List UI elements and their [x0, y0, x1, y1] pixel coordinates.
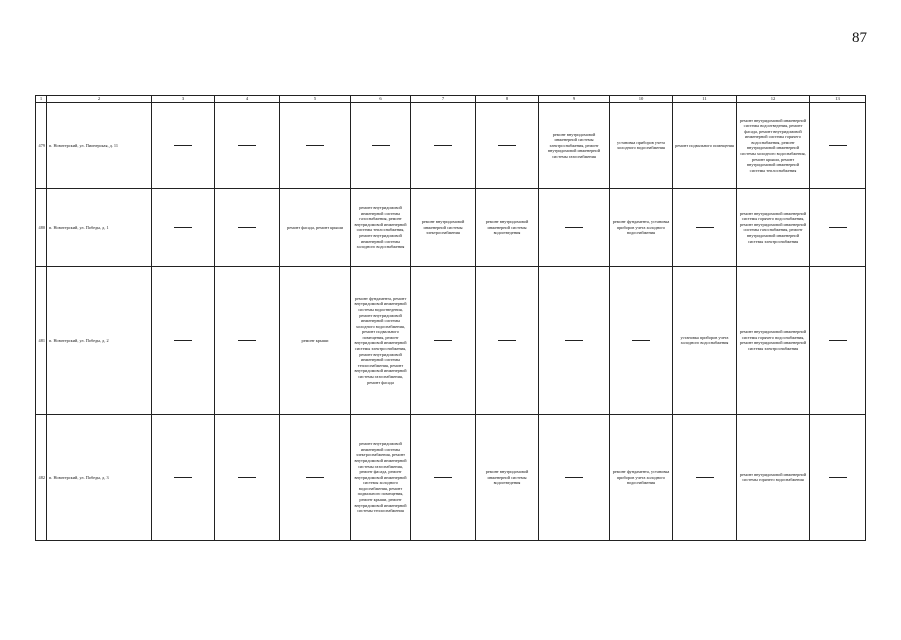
work-cell	[152, 266, 215, 414]
dash-mark	[696, 477, 714, 478]
work-cell	[539, 414, 610, 540]
dash-mark	[696, 227, 714, 228]
work-cell: ремонт внутридомовой инженерной системы водоотведения	[476, 414, 539, 540]
work-cell	[610, 266, 673, 414]
address-cell: п. Новотерский, ул. Победы, д. 3	[47, 414, 152, 540]
work-cell: установка приборов учета холодного водоснабжения	[610, 102, 673, 188]
work-cell: ремонт внутридомовой инженерной системы горячего водоснабжения	[737, 414, 810, 540]
work-cell	[673, 188, 737, 266]
dash-mark	[632, 340, 650, 341]
column-header-12: 12	[737, 96, 810, 103]
table-row	[36, 266, 866, 414]
column-header-4: 4	[215, 96, 280, 103]
column-header-1: 1	[36, 96, 47, 103]
work-cell: ремонт внутридомовой инженерной системы горячего водоснабжения, ремонт внутридомовой инженерной системы газоснабжения, ремонт внутридомовой инженерной системы электроснабжения	[737, 188, 810, 266]
column-header-6: 6	[351, 96, 411, 103]
work-cell	[411, 414, 476, 540]
work-cell	[215, 188, 280, 266]
row-number: 481	[36, 266, 47, 414]
table-row	[36, 414, 866, 540]
work-cell	[539, 266, 610, 414]
dash-mark	[174, 227, 192, 228]
work-cell: установка приборов учета холодного водоснабжения	[673, 266, 737, 414]
column-header-5: 5	[280, 96, 351, 103]
work-cell	[280, 414, 351, 540]
work-cell	[810, 266, 866, 414]
work-cell: ремонт фасада, ремонт крыши	[280, 188, 351, 266]
work-cell	[351, 102, 411, 188]
dash-mark	[565, 340, 583, 341]
work-cell	[280, 102, 351, 188]
dash-mark	[238, 477, 256, 478]
work-cell: ремонт внутридомовой инженерной системы электроснабжения, ремонт внутридомовой инженерной системы газоснабжения, ремонт фасада, ремонт внутридомовой инженерной системы холодного водоснабжения, ремонт подвального помещения, ремонт крыши, ремонт внутридомовой инженерной системы теплоснабжения	[351, 414, 411, 540]
work-cell: ремонт внутридомовой инженерной системы горячего водоснабжения, ремонт внутридомовой инженерной системы электроснабжения	[737, 266, 810, 414]
page-number: 87	[852, 30, 867, 46]
column-header-8: 8	[476, 96, 539, 103]
work-cell	[152, 188, 215, 266]
work-cell: ремонт внутридомовой инженерной системы водоотведения	[476, 188, 539, 266]
work-cell	[411, 102, 476, 188]
dash-mark	[565, 227, 583, 228]
work-cell: ремонт фундамента, установка приборов учета холодного водоснабжения	[610, 414, 673, 540]
address-cell: п. Новотерский, ул. Победы, д. 2	[47, 266, 152, 414]
row-number: 479	[36, 102, 47, 188]
column-header-13: 13	[810, 96, 866, 103]
work-cell: ремонт фундамента, установка приборов учета холодного водоснабжения	[610, 188, 673, 266]
dash-mark	[434, 145, 452, 146]
dash-mark	[829, 145, 847, 146]
dash-mark	[238, 340, 256, 341]
work-cell	[215, 266, 280, 414]
header-row	[36, 96, 866, 103]
row-number: 480	[36, 188, 47, 266]
address-cell: п. Новотерский, ул. Победы, д. 1	[47, 188, 152, 266]
work-cell	[215, 414, 280, 540]
table-row	[36, 102, 866, 188]
dash-mark	[565, 477, 583, 478]
row-number: 482	[36, 414, 47, 540]
address-cell: п. Новотерский, ул. Пионерская, д. 11	[47, 102, 152, 188]
work-cell	[673, 414, 737, 540]
column-header-2: 2	[47, 96, 152, 103]
work-cell: ремонт внутридомовой инженерной системы водоотведения, ремонт фасада, ремонт внутридомовой инженерной системы горячего водоснабжения, ремонт внутридомовой инженерной системы холодного водоснабжения, ремонт крыши, ремонт внутридомовой инженерной системы теплоснабжения	[737, 102, 810, 188]
dash-mark	[434, 340, 452, 341]
work-cell	[476, 102, 539, 188]
dash-mark	[498, 145, 516, 146]
dash-mark	[434, 477, 452, 478]
work-cell	[411, 266, 476, 414]
repair-table	[35, 95, 866, 541]
dash-mark	[498, 340, 516, 341]
dash-mark	[829, 477, 847, 478]
dash-mark	[174, 145, 192, 146]
dash-mark	[829, 227, 847, 228]
dash-mark	[238, 145, 256, 146]
column-header-11: 11	[673, 96, 737, 103]
work-cell	[810, 102, 866, 188]
column-header-9: 9	[539, 96, 610, 103]
work-cell	[810, 188, 866, 266]
work-cell: ремонт крыши	[280, 266, 351, 414]
work-cell: ремонт внутридомовой инженерной системы электроснабжения	[411, 188, 476, 266]
work-cell: ремонт внутридомовой инженерной системы электроснабжения, ремонт внутридомовой инженерной системы газоснабжения	[539, 102, 610, 188]
work-cell	[215, 102, 280, 188]
work-cell: ремонт внутридомовой инженерной системы газоснабжения, ремонт внутридомовой инженерной системы теплоснабжения, ремонт внутридомовой инженерной системы холодного водоснабжения	[351, 188, 411, 266]
work-cell	[810, 414, 866, 540]
column-header-7: 7	[411, 96, 476, 103]
dash-mark	[306, 145, 324, 146]
dash-mark	[829, 340, 847, 341]
work-cell	[152, 102, 215, 188]
table-body	[36, 96, 866, 541]
dash-mark	[372, 145, 390, 146]
work-cell: ремонт подвального помещения	[673, 102, 737, 188]
work-cell	[476, 266, 539, 414]
dash-mark	[238, 227, 256, 228]
dash-mark	[306, 477, 324, 478]
column-header-10: 10	[610, 96, 673, 103]
work-cell: ремонт фундамента, ремонт внутридомовой инженерной системы водоотведения, ремонт внутридомовой инженерной системы холодного водоснабжения, ремонт подвального помещения, ремонт внутридомовой инженерной системы электроснабжения, ремонт внутридомовой инженерной системы теплоснабжения, ремонт внутридомовой инженерной системы газоснабжения, ремонт фасада	[351, 266, 411, 414]
dash-mark	[174, 477, 192, 478]
column-header-3: 3	[152, 96, 215, 103]
work-cell	[152, 414, 215, 540]
table-row	[36, 188, 866, 266]
dash-mark	[174, 340, 192, 341]
work-cell	[539, 188, 610, 266]
